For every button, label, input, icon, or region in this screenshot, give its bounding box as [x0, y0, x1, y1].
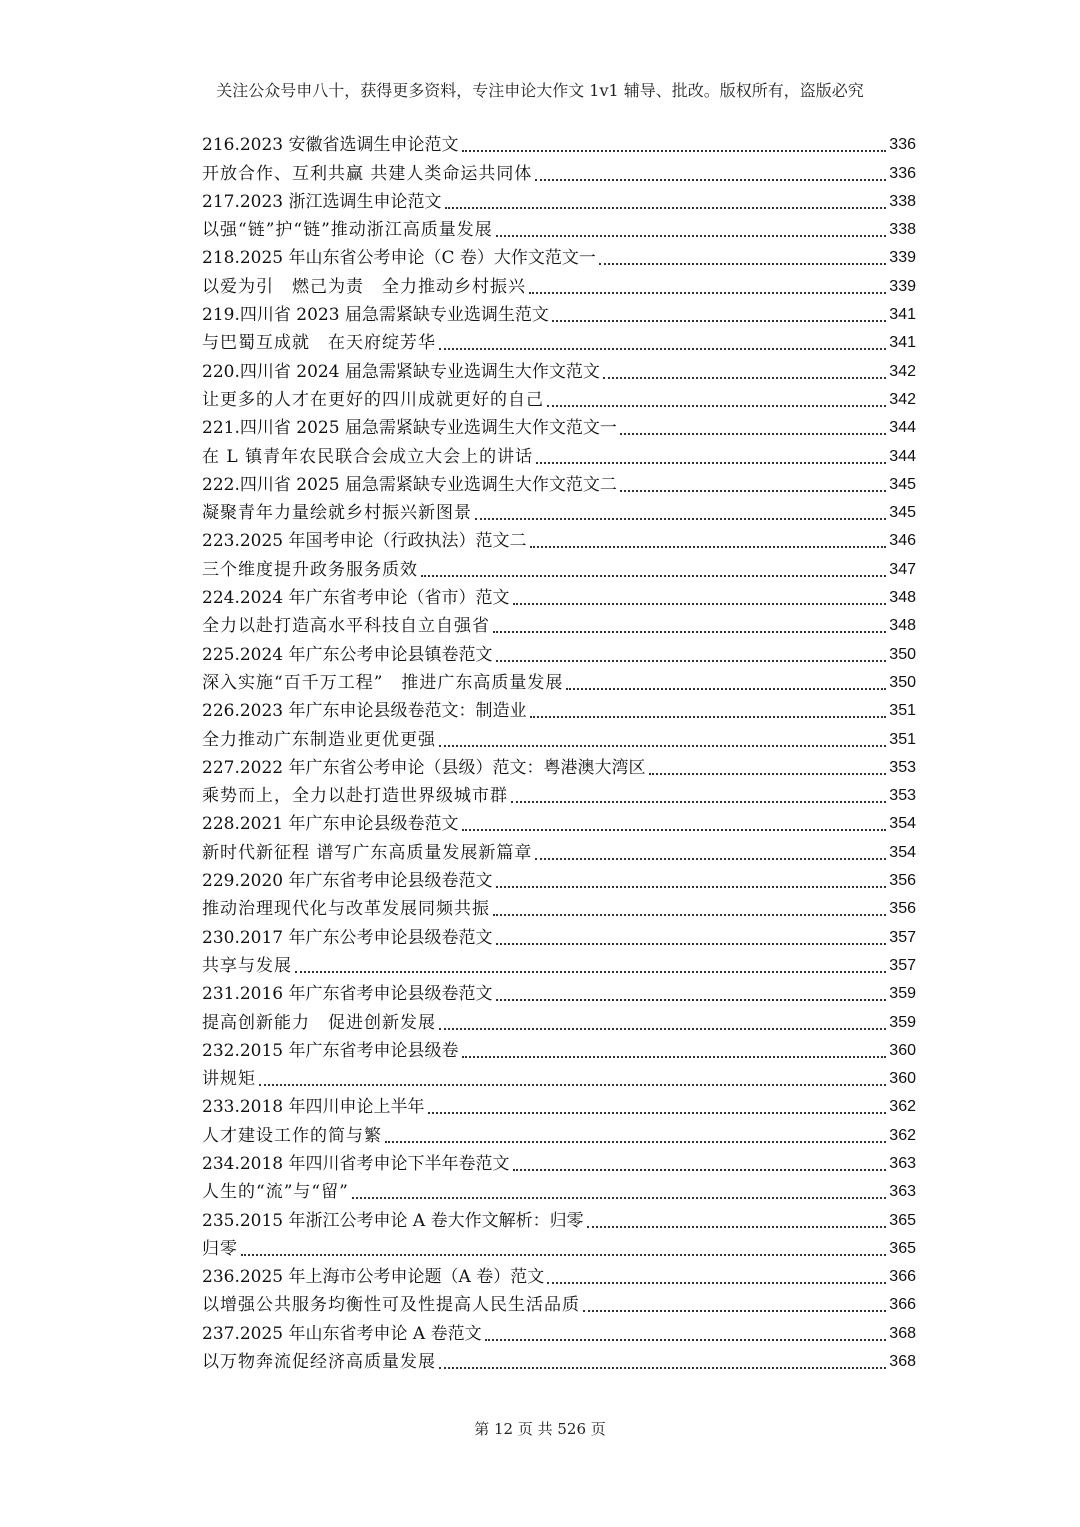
toc-dot-leader [511, 801, 886, 803]
toc-entry-subtitle[interactable] [202, 669, 916, 697]
toc-page-number: 342 [889, 362, 916, 380]
toc-page-number: 346 [889, 532, 916, 550]
toc-dot-leader [547, 405, 886, 407]
toc-dot-leader [475, 518, 886, 520]
toc-entry-subtitle[interactable] [202, 1178, 916, 1206]
toc-page-number: 365 [889, 1239, 916, 1257]
toc-dot-leader [587, 1226, 887, 1228]
toc-entry-text: 229.2020 年广东省考申论县级卷范文 [202, 871, 493, 892]
toc-dot-leader [493, 914, 886, 916]
toc-entry-text: 在 L 镇青年农民联合会成立大会上的讲话 [202, 446, 534, 467]
toc-entry-subtitle[interactable] [202, 159, 916, 187]
toc-page-number: 353 [889, 758, 916, 776]
toc-page-number: 360 [889, 1041, 916, 1059]
toc-entry-title[interactable] [202, 301, 916, 329]
toc-entry-subtitle[interactable] [202, 499, 916, 527]
toc-entry-text: 227.2022 年广东省公考申论（县级）范文：粤港澳大湾区 [202, 757, 646, 778]
toc-entry-text: 223.2025 年国考申论（行政执法）范文二 [202, 531, 527, 552]
toc-entry-subtitle[interactable] [202, 1121, 916, 1149]
toc-page-number: 350 [889, 645, 916, 663]
toc-entry-text: 234.2018 年四川省考申论下半年卷范文 [202, 1153, 510, 1174]
toc-dot-leader [241, 1254, 886, 1256]
toc-entry-subtitle[interactable] [202, 442, 916, 470]
toc-page-number: 348 [889, 589, 916, 607]
toc-dot-leader [439, 348, 886, 350]
toc-page-number: 338 [889, 192, 916, 210]
toc-page-number: 365 [889, 1211, 916, 1229]
toc-dot-leader [603, 377, 886, 379]
toc-dot-leader [496, 999, 887, 1001]
toc-entry-text: 222.四川省 2025 届急需紧缺专业选调生大作文范文二 [202, 474, 617, 495]
toc-entry-text: 共享与发展 [202, 955, 292, 976]
page-header: 关注公众号申八十，获得更多资料，专注申论大作文 1v1 辅导、批改。版权所有，盗版必究 [216, 81, 864, 100]
toc-dot-leader [513, 1169, 887, 1171]
toc-entry-text: 236.2025 年上海市公考申论题（A 卷）范文 [202, 1267, 545, 1288]
toc-entry-subtitle[interactable] [202, 1065, 916, 1093]
toc-entry-subtitle[interactable] [202, 952, 916, 980]
toc-entry-title[interactable] [202, 471, 916, 499]
toc-entry-title[interactable] [202, 1037, 916, 1065]
toc-page-number: 360 [889, 1070, 916, 1088]
toc-entry-subtitle[interactable] [202, 1008, 916, 1036]
toc-entry-text: 人才建设工作的简与繁 [202, 1125, 382, 1146]
toc-entry-title[interactable] [202, 980, 916, 1008]
toc-entry-text: 220.四川省 2024 届急需紧缺专业选调生大作文范文 [202, 361, 600, 382]
toc-entry-subtitle[interactable] [202, 1348, 916, 1376]
toc-dot-leader [445, 207, 887, 209]
toc-dot-leader [462, 150, 887, 152]
toc-entry-subtitle[interactable] [202, 725, 916, 753]
toc-page-number: 354 [889, 843, 916, 861]
toc-dot-leader [496, 660, 887, 662]
toc-page-number: 336 [889, 136, 916, 154]
toc-entry-title[interactable] [202, 527, 916, 555]
toc-dot-leader [599, 263, 886, 265]
toc-entry-title[interactable] [202, 244, 916, 272]
toc-page-number: 339 [889, 277, 916, 295]
toc-page-number: 357 [889, 956, 916, 974]
toc-entry-subtitle[interactable] [202, 216, 916, 244]
toc-entry-subtitle[interactable] [202, 612, 916, 640]
toc-dot-leader [385, 1141, 886, 1143]
toc-dot-leader [352, 1197, 887, 1199]
toc-entry-title[interactable] [202, 131, 916, 159]
toc-dot-leader [259, 1084, 886, 1086]
toc-entry-title[interactable] [202, 1319, 916, 1347]
toc-dot-leader [620, 433, 886, 435]
toc-entry-subtitle[interactable] [202, 272, 916, 300]
toc-page-number: 356 [889, 900, 916, 918]
toc-page-number: 344 [889, 419, 916, 437]
toc-page-number: 347 [889, 560, 916, 578]
toc-entry-text: 与巴蜀互成就 在天府绽芳华 [202, 333, 436, 354]
toc-dot-leader [530, 716, 887, 718]
toc-entry-subtitle[interactable] [202, 1291, 916, 1319]
toc-dot-leader [535, 179, 886, 181]
toc-page-number: 357 [889, 928, 916, 946]
toc-entry-text: 提高创新能力 促进创新发展 [202, 1012, 436, 1033]
toc-entry-title[interactable] [202, 584, 916, 612]
toc-page-number: 366 [889, 1296, 916, 1314]
toc-entry-text: 归零 [202, 1238, 238, 1259]
toc-page-number: 342 [889, 390, 916, 408]
toc-page-number: 356 [889, 872, 916, 890]
toc-dot-leader [530, 546, 887, 548]
toc-page-number: 339 [889, 249, 916, 267]
toc-entry-text: 讲规矩 [202, 1069, 256, 1090]
toc-entry-title[interactable] [202, 810, 916, 838]
toc-dot-leader [496, 886, 887, 888]
toc-page-number: 362 [889, 1126, 916, 1144]
toc-page-number: 345 [889, 504, 916, 522]
toc-dot-leader [439, 1367, 886, 1369]
toc-entry-text: 219.四川省 2023 届急需紧缺专业选调生范文 [202, 305, 549, 326]
toc-entry-text: 全力推动广东制造业更优更强 [202, 729, 436, 750]
toc-page-number: 351 [889, 702, 916, 720]
toc-page-number: 362 [889, 1098, 916, 1116]
toc-page-number: 348 [889, 617, 916, 635]
toc-dot-leader [536, 462, 886, 464]
toc-entry-text: 216.2023 安徽省选调生申论范文 [202, 135, 459, 156]
toc-dot-leader [496, 943, 887, 945]
toc-dot-leader [566, 688, 886, 690]
toc-entry-subtitle[interactable] [202, 555, 916, 583]
page-footer: 第 12 页 共 526 页 [474, 1420, 606, 1438]
toc-entry-text: 推动治理现代化与改革发展同频共振 [202, 899, 490, 920]
toc-page-number: 368 [889, 1324, 916, 1342]
toc-entry-title[interactable] [202, 1206, 916, 1234]
toc-entry-subtitle[interactable] [202, 329, 916, 357]
toc-entry-text: 221.四川省 2025 届急需紧缺专业选调生大作文范文一 [202, 418, 617, 439]
toc-page-number: 336 [889, 164, 916, 182]
toc-dot-leader [439, 745, 886, 747]
toc-entry-text: 新时代新征程 谱写广东高质量发展新篇章 [202, 842, 533, 863]
toc-entry-title[interactable] [202, 754, 916, 782]
toc-page-number: 341 [889, 306, 916, 324]
toc-page-number: 351 [889, 730, 916, 748]
toc-entry-text: 深入实施“百千万工程” 推进广东高质量发展 [202, 672, 564, 693]
toc-dot-leader [529, 292, 886, 294]
toc-dot-leader [496, 235, 887, 237]
toc-dot-leader [462, 829, 887, 831]
toc-entry-text: 人生的“流”与“留” [202, 1182, 349, 1203]
toc-entry-text: 224.2024 年广东省考申论（省市）范文 [202, 588, 510, 609]
toc-entry-text: 218.2025 年山东省公考申论（C 卷）大作文范文一 [202, 248, 596, 269]
toc-page-number: 366 [889, 1268, 916, 1286]
toc-entry-text: 233.2018 年四川申论上半年 [202, 1097, 425, 1118]
toc-entry-title[interactable] [202, 640, 916, 668]
toc-entry-text: 凝聚青年力量绘就乡村振兴新图景 [202, 503, 472, 524]
toc-dot-leader [620, 490, 886, 492]
toc-entry-subtitle[interactable] [202, 895, 916, 923]
toc-entry-title[interactable] [202, 1093, 916, 1121]
toc-page-number: 359 [889, 1013, 916, 1031]
toc-dot-leader [439, 1028, 886, 1030]
toc-page-number: 354 [889, 815, 916, 833]
toc-entry-text: 226.2023 年广东申论县级卷范文：制造业 [202, 701, 527, 722]
toc-entry-title[interactable] [202, 697, 916, 725]
toc-page-number: 363 [889, 1183, 916, 1201]
toc-page-number: 350 [889, 673, 916, 691]
toc-entry-text: 以增强公共服务均衡性可及性提高人民生活品质 [202, 1295, 580, 1316]
toc-page-number: 359 [889, 985, 916, 1003]
toc-entry-title[interactable] [202, 357, 916, 385]
toc-entry-text: 三个维度提升政务服务质效 [202, 559, 418, 580]
toc-entry-text: 乘势而上，全力以赴打造世界级城市群 [202, 786, 508, 807]
toc-entry-text: 231.2016 年广东省考申论县级卷范文 [202, 984, 493, 1005]
toc-dot-leader [547, 1282, 886, 1284]
table-of-contents [202, 131, 916, 1376]
toc-entry-title[interactable] [202, 867, 916, 895]
toc-entry-subtitle[interactable] [202, 386, 916, 414]
toc-entry-subtitle[interactable] [202, 782, 916, 810]
toc-dot-leader [462, 1056, 887, 1058]
toc-dot-leader [513, 603, 887, 605]
toc-entry-text: 237.2025 年山东省考申论 A 卷范文 [202, 1323, 482, 1344]
toc-entry-text: 开放合作、互利共赢 共建人类命运共同体 [202, 163, 533, 184]
toc-entry-text: 228.2021 年广东申论县级卷范文 [202, 814, 459, 835]
toc-entry-text: 230.2017 年广东公考申论县级卷范文 [202, 927, 493, 948]
toc-page-number: 345 [889, 475, 916, 493]
toc-entry-title[interactable] [202, 414, 916, 442]
toc-page-number: 353 [889, 787, 916, 805]
toc-page-number: 368 [889, 1353, 916, 1371]
toc-entry-title[interactable] [202, 1263, 916, 1291]
toc-entry-text: 以爱为引 燃己为责 全力推动乡村振兴 [202, 276, 526, 297]
toc-page-number: 338 [889, 221, 916, 239]
toc-entry-text: 235.2015 年浙江公考申论 A 卷大作文解析：归零 [202, 1210, 584, 1231]
toc-entry-subtitle[interactable] [202, 838, 916, 866]
toc-entry-text: 217.2023 浙江选调生申论范文 [202, 191, 442, 212]
toc-dot-leader [649, 773, 887, 775]
toc-entry-title[interactable] [202, 1150, 916, 1178]
toc-dot-leader [493, 631, 886, 633]
toc-entry-text: 以万物奔流促经济高质量发展 [202, 1352, 436, 1373]
toc-page-number: 344 [889, 447, 916, 465]
toc-entry-text: 225.2024 年广东公考申论县镇卷范文 [202, 644, 493, 665]
toc-entry-subtitle[interactable] [202, 1235, 916, 1263]
toc-entry-title[interactable] [202, 923, 916, 951]
toc-page-number: 363 [889, 1154, 916, 1172]
toc-dot-leader [583, 1310, 886, 1312]
toc-page-number: 341 [889, 334, 916, 352]
toc-dot-leader [421, 575, 886, 577]
toc-dot-leader [295, 971, 886, 973]
toc-dot-leader [485, 1339, 887, 1341]
toc-dot-leader [428, 1112, 887, 1114]
toc-dot-leader [535, 858, 886, 860]
toc-entry-text: 让更多的人才在更好的四川成就更好的自己 [202, 389, 544, 410]
toc-entry-text: 全力以赴打造高水平科技自立自强省 [202, 616, 490, 637]
toc-entry-title[interactable] [202, 188, 916, 216]
toc-entry-text: 以强“链”护“链”推动浙江高质量发展 [202, 220, 493, 241]
toc-dot-leader [552, 320, 886, 322]
toc-entry-text: 232.2015 年广东省考申论县级卷 [202, 1040, 459, 1061]
